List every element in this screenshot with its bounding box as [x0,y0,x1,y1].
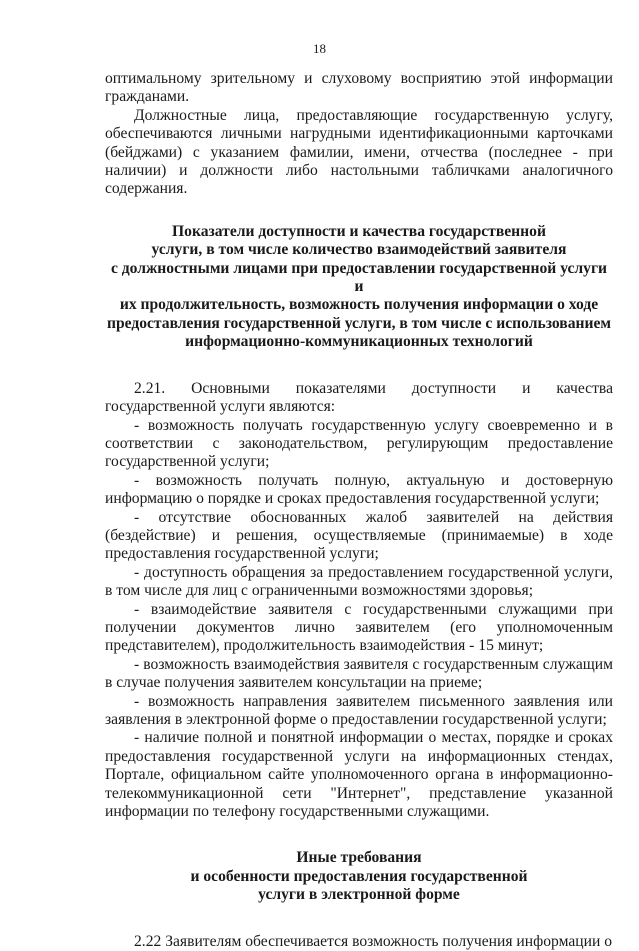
section-1-list-item: - возможность получать государственную услугу своевременно и в соответствии с законодательством, регулирующим предоставление государственной услуги; [105,416,613,471]
section-1-heading-line: информационно-коммуникационных технологий [185,333,533,351]
section-1-list-item: - наличие полной и понятной информации о местах, порядке и сроках предоставления государственной услуги на информационных стендах, Портале, официальном сайте уполномоченного органа в информационно-телекоммуникационной сети "Интернет", представление указанной информации по телефону государственными служащими. [105,729,613,821]
intro-paragraph-1: оптимальному зрительному и слуховому восприятию этой информации гражданами. [105,70,613,106]
section-1-heading-line: их продолжительность, возможность получения информации о ходе [119,296,599,314]
section-1-paragraph: 2.21. Основными показателями доступности и качества государственной услуги являются: [105,379,613,416]
section-1-body [105,380,613,822]
section-1-heading-line: предоставления государственной услуги, в том числе с использованием [106,314,612,332]
section-2-heading-line: и особенности предоставления государственной [190,867,528,885]
section-2-heading-line: Иные требования [296,849,422,867]
section-1-list-item: - возможность получать полную, актуальную и достоверную информацию о порядке и сроках предоставления государственной услуги; [105,471,613,508]
section-1-list-item: - возможность направления заявителем письменного заявления или заявления в электронной форме о предоставлении государственной услуги; [105,692,613,728]
page-number: 18 [313,41,326,56]
section-1-heading-line: услуги, в том числе количество взаимодействий заявителя [151,241,567,259]
section-1-list-item: - взаимодействие заявителя с государственными служащими при получении документов лично заявителем (его уполномоченным представителем), продолжительность взаимодействия - 15 минут; [105,600,613,655]
section-1-list-item: - отсутствие обоснованных жалоб заявителей на действия (бездействие) и решения, осуществляемые (принимаемые) в ходе предоставления государственной услуги; [105,508,613,563]
section-2-heading [105,849,613,904]
section-1-heading-line: с должностными лицами при предоставлении государственной услуги и [110,259,608,296]
section-1-list-item: - доступность обращения за предоставлением государственной услуги, в том числе для лиц с ограниченными возможностями здоровья; [105,563,613,600]
section-2-paragraph: 2.22 Заявителям обеспечивается возможность получения информации о [134,932,612,950]
intro-paragraph-2: Должностные лица, предоставляющие государственную услугу, обеспечиваются личными нагрудными идентификационными карточками (бейджами) с указанием фамилии, имени, отчества (последнее - при наличии) и должности либо настольными табличками аналогичного содержания. [105,106,613,198]
section-2-body [105,933,613,951]
section-1-heading-line: Показатели доступности и качества государственной [172,222,546,240]
section-2-heading-line: услуги в электронной форме [258,886,460,904]
page-content [105,70,613,951]
section-1-heading [105,223,613,352]
section-1-list-item: - возможность взаимодействия заявителя с государственным служащим в случае получения заявителем консультации на приеме; [105,655,613,692]
